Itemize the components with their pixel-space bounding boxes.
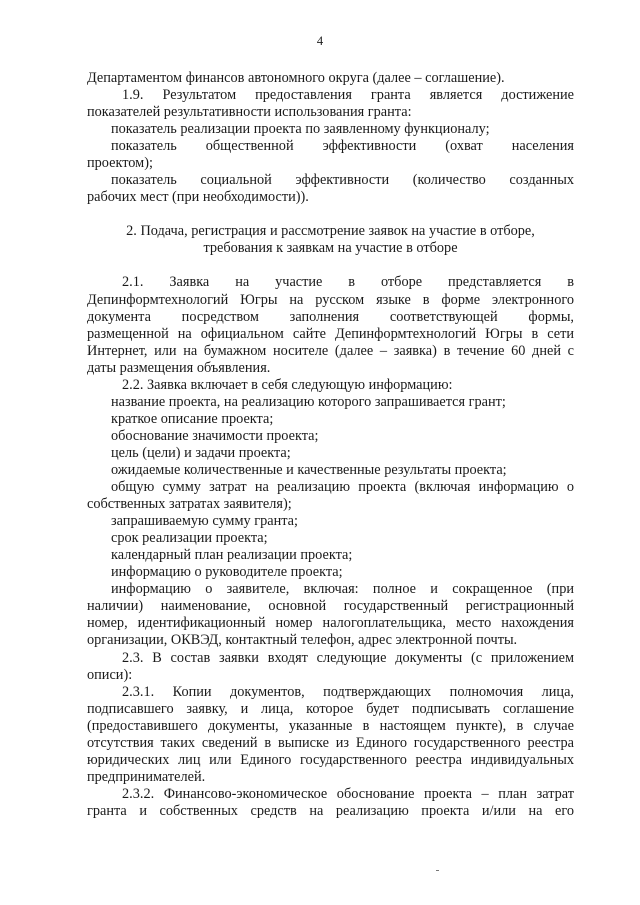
text-line: срок реализации проекта; [111,530,268,547]
text-line: гранта и собственных средств на реализацию проекта и/или на его [87,802,574,819]
scan-mark [436,870,439,871]
text-line: рабочих мест (при необходимости)). [87,189,309,206]
text-line: наличии) наименование, основной государственный регистрационный [87,598,574,615]
document-body [87,70,574,820]
text-line: краткое описание проекта; [111,410,274,427]
blank-line [87,257,574,274]
text-line: юридических лиц или Единого государственного реестра индивидуальных [87,751,574,768]
text-line: 2.3.1. Копии документов, подтверждающих полномочия лица, [122,683,574,700]
text-line: описи): [87,666,133,683]
page-number: 4 [316,34,324,48]
text-line: 2.1. Заявка на участие в отборе представляется в [122,274,574,291]
text-line: общую сумму затрат на реализацию проекта (включая информацию о [111,479,574,496]
text-line: 1.9. Результатом предоставления гранта является достижение [122,87,574,104]
text-line: запрашиваемую сумму гранта; [111,513,298,530]
text-line: 2.3.2. Финансово-экономическое обоснование проекта – план затрат [122,785,574,802]
text-line: обоснование значимости проекта; [111,427,319,444]
text-line: организации, ОКВЭД, контактный телефон, адрес электронной почты. [87,632,518,649]
text-line: собственных затратах заявителя); [87,496,292,513]
text-line: показатель социальной эффективности (количество созданных [111,172,574,189]
text-line: (предоставившего документы, указанные в настоящем пункте), в случае [87,717,574,734]
text-line: показателей результативности использования гранта: [87,104,412,121]
section-heading-line: 2. Подача, регистрация и рассмотрение заявок на участие в отборе, [126,223,535,240]
text-line: проектом); [87,155,153,172]
text-line: показатель реализации проекта по заявленному функционалу; [111,121,490,138]
text-line: 2.3. В состав заявки входят следующие документы (с приложением [122,649,574,666]
text-line: размещенной на официальном сайте Депинформтехнологий Югры в сети [87,325,574,342]
text-line: документа посредством заполнения соответствующей формы, [87,308,574,325]
text-line: Интернет, или на бумажном носителе (далее – заявка) в течение 60 дней с [87,342,574,359]
text-line: информацию о руководителе проекта; [111,564,343,581]
text-line: подписавшего заявку, и лица, которое будет подписывать соглашение [87,700,574,717]
text-line: номер, идентификационный номер налогоплательщика, место нахождения [87,615,574,632]
text-line: Депинформтехнологий Югры на русском языке в форме электронного [87,291,574,308]
text-line: 2.2. Заявка включает в себя следующую информацию: [122,376,453,393]
text-line: название проекта, на реализацию которого запрашивается грант; [111,393,506,410]
text-line: информацию о заявителе, включая: полное и сокращенное (при [111,581,574,598]
blank-line [87,206,574,223]
text-line: календарный план реализации проекта; [111,547,353,564]
text-line: ожидаемые количественные и качественные результаты проекта; [111,461,507,478]
section-heading-line: требования к заявкам на участие в отборе [203,240,458,257]
text-line: даты размещения объявления. [87,359,271,376]
text-line: Департаментом финансов автономного округа (далее – соглашение). [87,70,505,86]
text-line: предпринимателей. [87,768,206,785]
text-line: цель (цели) и задачи проекта; [111,444,291,461]
text-line: отсутствия таких сведений в выписке из Единого государственного реестра [87,734,574,751]
text-line: показатель общественной эффективности (охват населения [111,138,574,155]
